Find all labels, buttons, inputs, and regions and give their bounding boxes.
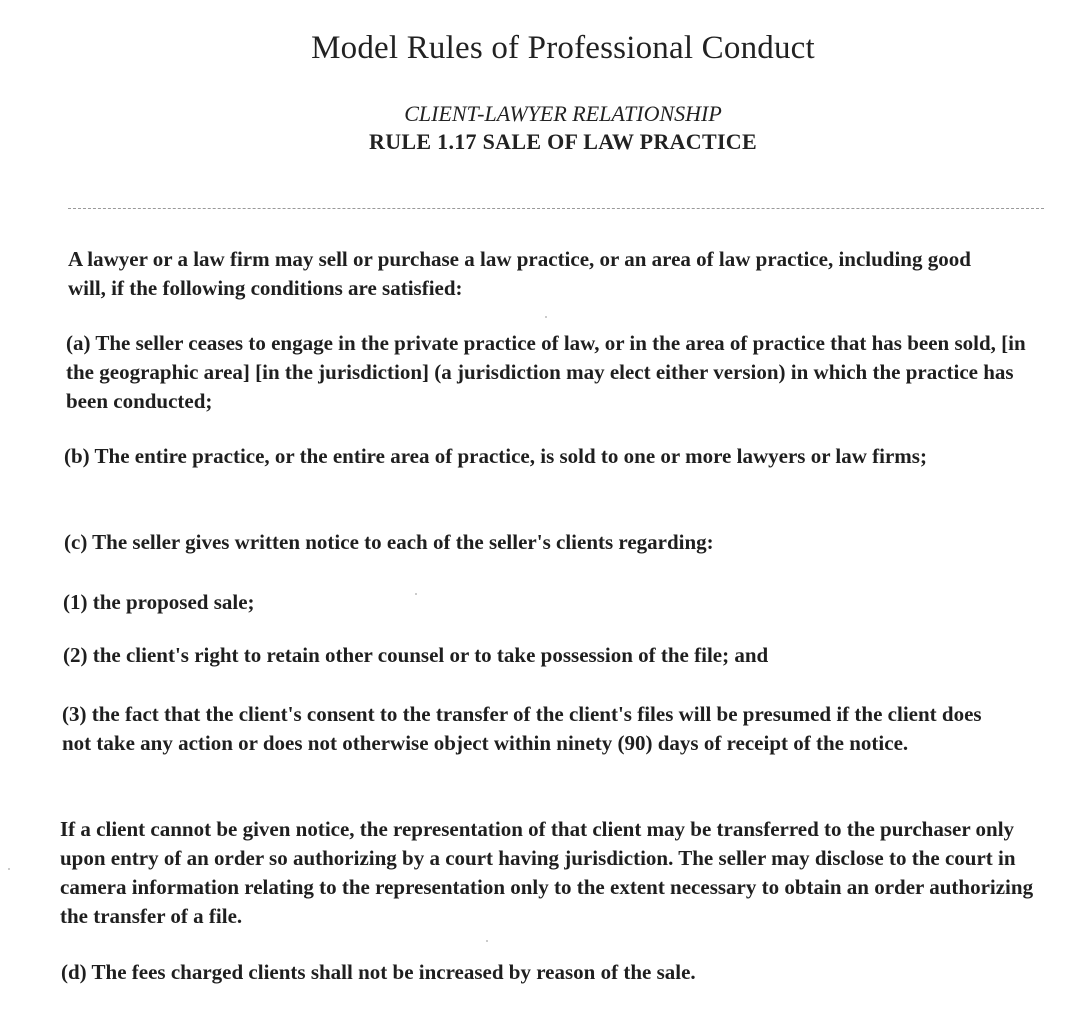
condition-b-paragraph: (b) The entire practice, or the entire area of practice, is sold to one or more lawyers or law firms; — [64, 444, 927, 468]
intro-paragraph: A lawyer or a law firm may sell or purchase a law practice, or an area of law practice, including good will, if the following conditions are satisfied: — [68, 247, 971, 300]
condition-c1-item: (1) the proposed sale; — [63, 590, 255, 614]
condition-d-paragraph: (d) The fees charged clients shall not be increased by reason of the sale. — [61, 960, 696, 984]
scan-speck — [8, 868, 10, 870]
rule-heading: RULE 1.17 SALE OF LAW PRACTICE — [369, 129, 757, 154]
header-divider — [68, 208, 1044, 209]
condition-c-paragraph: (c) The seller gives written notice to each of the seller's clients regarding: — [64, 530, 714, 554]
condition-a-paragraph: (a) The seller ceases to engage in the private practice of law, or in the area of practice that has been sold, [in the geographic area] [in the jurisdiction] (a jurisdiction may elect either version) in which the practice has been conducted; — [66, 331, 1026, 413]
condition-c2-item: (2) the client's right to retain other counsel or to take possession of the file; and — [63, 643, 769, 667]
scan-speck — [545, 316, 547, 318]
document-title: Model Rules of Professional Conduct — [311, 30, 815, 66]
notice-paragraph: If a client cannot be given notice, the representation of that client may be transferred to the purchaser only upon entry of an order so authorizing by a court having jurisdiction. The seller may disclose to the court in camera information relating to the representation only to the extent necessary to obtain an order authorizing the transfer of a file. — [60, 817, 1034, 928]
section-heading: CLIENT-LAWYER RELATIONSHIP — [404, 101, 722, 126]
scan-speck — [486, 940, 488, 942]
scan-speck — [415, 593, 417, 595]
condition-c3-item: (3) the fact that the client's consent to the transfer of the client's files will be presumed if the client does not take any action or does not otherwise object within ninety (90) days of receipt of the notice. — [62, 702, 982, 755]
